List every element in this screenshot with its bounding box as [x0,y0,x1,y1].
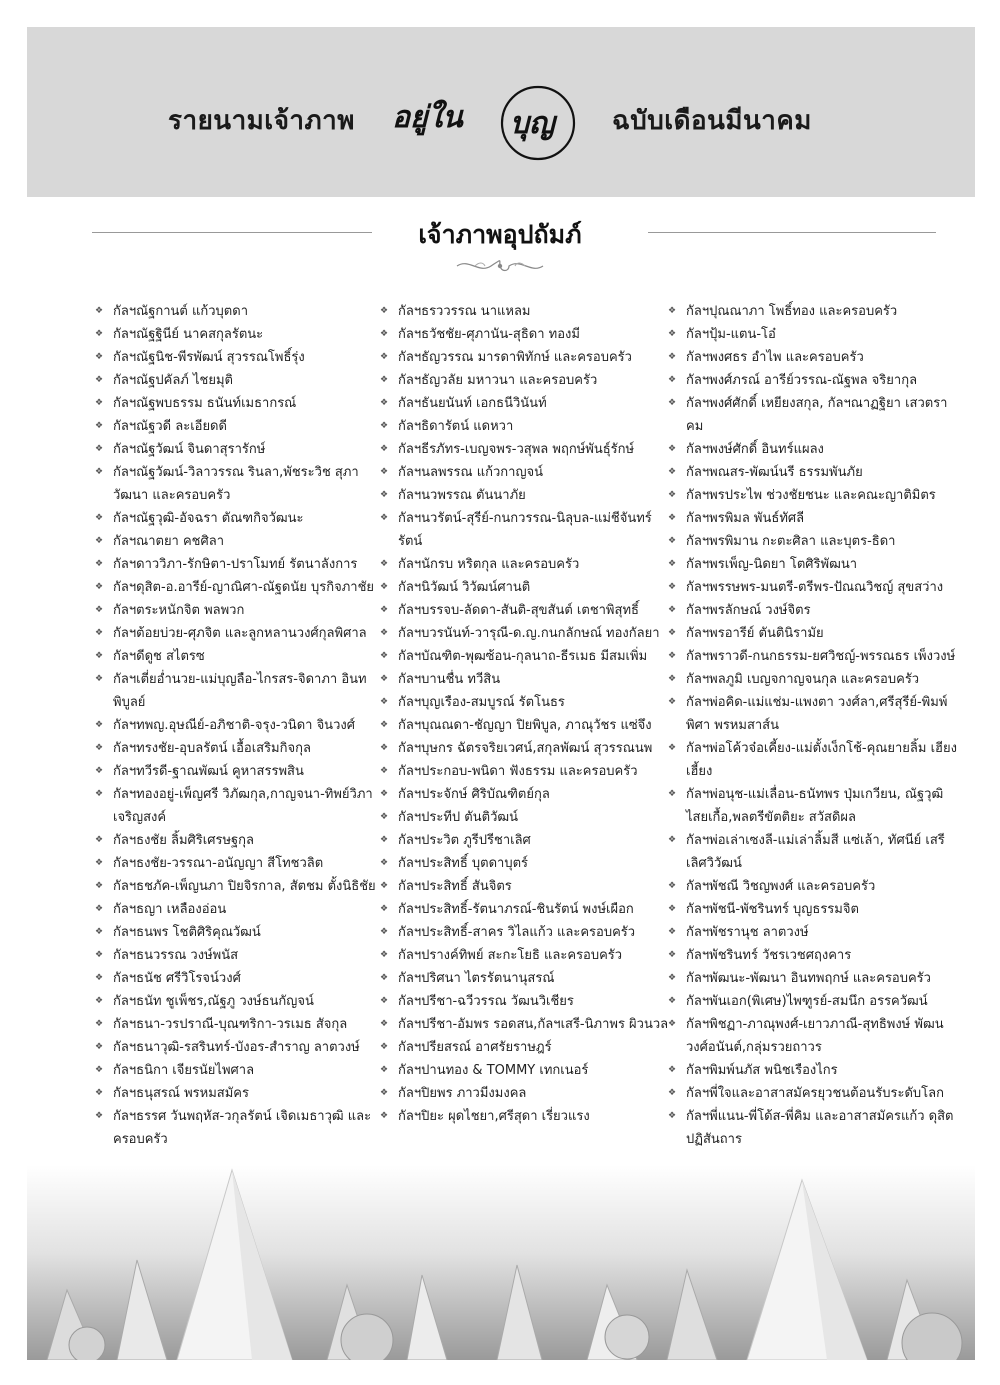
donor-list-item: ❖ กัลฯปรีชา-ฉวีวรรณ วัฒนวิเชียร [380,990,670,1013]
donor-list-item: ❖ กัลฯปรีชา-อัมพร รอดสน,กัลฯเสรี-นิภาพร ผิวนวล [380,1013,670,1036]
donor-list-item: ❖ กัลฯธนา-วรปราณี-บุณฑริกา-วรเมธ สัจกุล [95,1013,385,1036]
donor-list-item: ❖ กัลฯปุณณาภา โพธิ์ทอง และครอบครัว [668,300,958,323]
header-title-right: ฉบับเดือนมีนาคม [612,106,812,136]
donor-list-item: ❖ กัลฯบุณณดา-ชัญญา ปิยพิบูล, ภาณุวัชร แซ่จึง [380,714,670,737]
donor-list-item: ❖ กัลฯประสิทธิ์ บุตดาบุตร์ [380,852,670,875]
donor-list-item: ❖ กัลฯธรรศ วันพฤหัส-วกุลรัตน์ เจิดเมธาวุฒิ และครอบครัว [95,1105,385,1151]
donor-list-item: ❖ กัลฯนวรัตน์-สุรีย์-กนกวรรณ-นิลุบล-แม่ชีจันทร์รัตน์ [380,507,670,553]
donor-list-item: ❖ กัลฯณัฐนิช-พีรพัฒน์ สุวรรณโพธิ์รุ่ง [95,346,385,369]
donor-list-item: ❖ กัลฯพันเอก(พิเศษ)ไพฑูรย์-สมนึก อรรควัฒน์ [668,990,958,1013]
donor-list-item: ❖ กัลฯทองอยู่-เพ็ญศรี วิภัฒกุล,กาญจนา-ทิพย์วิภา เจริญสงค์ [95,783,385,829]
logo-text-right: บุญ [510,106,555,141]
donor-column-3 [668,300,958,1151]
flourish-ornament-icon [455,256,545,276]
donor-list-item: ❖ กัลฯนลพรรณ แก้วกาญจน์ [380,461,670,484]
section-title: เจ้าภาพอุปถัมภ์ [418,220,582,249]
donor-list-item: ❖ กัลฯพิชฏา-ภาณุพงศ์-เยาวภาณี-สุทธิพงษ์ พัฒนวงศ์อนันต์,กลุ่มรวยถาวร [668,1013,958,1059]
donor-list-item: ❖ กัลฯพงศธร อำไพ และครอบครัว [668,346,958,369]
donor-list-item: ❖ กัลฯบัณฑิต-พุฒซ้อน-กุลนาถ-ธีรเมธ มีสมเพิ่ม [380,645,670,668]
donor-list-item: ❖ กัลฯดีดูช สไตรซ [95,645,385,668]
donor-list-item: ❖ กัลฯประวิต ภูรีปรีชาเลิศ [380,829,670,852]
donor-list-item: ❖ กัลฯพรรษพร-มนตรี-ตรีพร-ปัณณวิชญ์ สุขสว่าง [668,576,958,599]
donor-list-item: ❖ กัลฯพ่อโค้วจ๋อเคี้ยง-แม่ตั้งเง็กโช้-คุณยายลิ้ม เฮียงเฮี้ยง [668,737,958,783]
donor-list-item: ❖ กัลฯพรพิมล พันธ์ทัศลี [668,507,958,530]
donor-list-item: ❖ กัลฯธันยนันท์ เอกธนีวินันท์ [380,392,670,415]
donor-list-item: ❖ กัลฯบรรจบ-ลัดดา-สันติ-สุขสันต์ เตชาพิสุทธิ์ [380,599,670,622]
donor-list-item: ❖ กัลฯประทีป ตันติวัฒน์ [380,806,670,829]
donor-list-item: ❖ กัลฯประสิทธิ์ สันจิตร [380,875,670,898]
donor-list-item: ❖ กัลฯธนุสรณ์ พรหมสมัคร [95,1082,385,1105]
donor-list-item: ❖ กัลฯปุ้ม-แตน-โอ๋ [668,323,958,346]
donor-list-item: ❖ กัลฯธรววรรณ นาแหลม [380,300,670,323]
donor-list-item: ❖ กัลฯพ่อเล่าเซงลี-แม่เล่าลิ้มสี แซ่เล้า, ทัศนีย์ เสรีเลิศวิวัฒน์ [668,829,958,875]
donor-list-item: ❖ กัลฯทพญ.อุษณีย์-อภิชาติ-จรุง-วนิดา จินวงศ์ [95,714,385,737]
donor-list-item: ❖ กัลฯณัฐวดี ละเอียดดี [95,415,385,438]
donor-list-item: ❖ กัลฯพรประไพ ช่วงชัยชนะ และคณะญาติมิตร [668,484,958,507]
donor-list-item: ❖ กัลฯธนัท ชูเพ็ชร,ณัฐภู วงษ์ธนกัญจน์ [95,990,385,1013]
donor-list-item: ❖ กัลฯเตี่ยอ่ำนวย-แม่บุญลือ-ไกรสร-จิดาภา อินทพิบูลย์ [95,668,385,714]
donor-list-item: ❖ กัลฯปรียสรณ์ อาศรัยราษฎร์ [380,1036,670,1059]
donor-list-item: ❖ กัลฯนิวัฒน์ วิวัฒน์ศานติ [380,576,670,599]
donor-list-item: ❖ กัลฯดุสิต-อ.อารีย์-ญาณิศา-ณัฐดนัย บุรกิจภาชัย [95,576,385,599]
logo-text-left: อยู่ใน [392,100,463,135]
donor-list-item: ❖ กัลฯธัญวรรณ มารดาพิทักษ์ และครอบครัว [380,346,670,369]
donor-list-item: ❖ กัลฯธงชัย ลิ้มศิริเศรษฐกุล [95,829,385,852]
donor-list-item: ❖ กัลฯทรงชัย-อุบลรัตน์ เอื้อเสริมกิจกุล [95,737,385,760]
magazine-logo [390,85,590,165]
header-title-left: รายนามเจ้าภาพ [168,106,355,136]
donor-list-item: ❖ กัลฯณาตยา คชศิลา [95,530,385,553]
donor-list-item: ❖ กัลฯธีรภัทร-เบญจพร-วสุพล พฤกษ์พันธุ์รักษ์ [380,438,670,461]
donor-list-item: ❖ กัลฯดาววิภา-รักษิตา-ปราโมทย์ รัตนาลังการ [95,553,385,576]
donor-list-item: ❖ กัลฯประกอบ-พนิดา ฟังธรรม และครอบครัว [380,760,670,783]
donor-list-item: ❖ กัลฯประจักษ์ ศิริบัณฑิตย์กุล [380,783,670,806]
donor-list-item: ❖ กัลฯพรอารีย์ ตันตินิรามัย [668,622,958,645]
donor-list-item: ❖ กัลฯณัฐฐินีย์ นาคสกุลรัตนะ [95,323,385,346]
donor-list-item: ❖ กัลฯปิยพร ภาวมีงมงคล [380,1082,670,1105]
donor-list-item: ❖ กัลฯพณสร-พัฒน์นรี ธรรมพันภัย [668,461,958,484]
donor-list-item: ❖ กัลฯธนพร โชติศิริคุณวัฒน์ [95,921,385,944]
donor-list-item: ❖ กัลฯพัฒนะ-พัฒนา อินทพฤกษ์ และครอบครัว [668,967,958,990]
donor-list-item: ❖ กัลฯพัชณี วิชญพงศ์ และครอบครัว [668,875,958,898]
donor-list-item: ❖ กัลฯพ่อนุช-แม่เลื่อน-ธนัทพร ปุ่มเกวียน, ณัฐวุฒิ ไสยเกื้อ,พลตรีขัตติยะ สวัสดิผล [668,783,958,829]
donor-list-item: ❖ กัลฯพงษ์ศักดิ์ อินทร์แผลง [668,438,958,461]
donor-list-item: ❖ กัลฯพัชนี-พัชรินทร์ บุญธรรมจิต [668,898,958,921]
donor-list-item: ❖ กัลฯณัฐวัฒน์-วิลาวรรณ รินลา,พัชระวิช สุภาวัฒนา และครอบครัว [95,461,385,507]
donor-list-item: ❖ กัลฯพ่อคิด-แม่แช่ม-แพงตา วงศ์ลา,ศรีสุรีย์-พิมพ์พิศา พรหมสาส์น [668,691,958,737]
title-rule-right [648,232,936,233]
donor-list-item: ❖ กัลฯธิดารัตน์ แดหวา [380,415,670,438]
donor-list-item: ❖ กัลฯปานทอง & TOMMY เทกเนอร์ [380,1059,670,1082]
donor-list-item: ❖ กัลฯบานชื่น ทวีสิน [380,668,670,691]
donor-list-item: ❖ กัลฯนวพรรณ ตันนาภัย [380,484,670,507]
donor-column-2 [380,300,670,1128]
donor-list-item: ❖ กัลฯธัญวลัย มหาวนา และครอบครัว [380,369,670,392]
donor-list-item: ❖ กัลฯพงศ์ศักดิ์ เหยียงสกุล, กัลฯณาฏฐิยา เสวตราคม [668,392,958,438]
donor-list-item: ❖ กัลฯธนาวุฒิ-รสรินทร์-บังอร-สำราญ ลาตวงษ์ [95,1036,385,1059]
donor-list-item: ❖ กัลฯธงชัย-วรรณา-อนัญญา สีโทชวลิต [95,852,385,875]
donor-list-item: ❖ กัลฯบวรนันท์-วารุณี-ด.ญ.กนกลักษณ์ ทองกัลยา [380,622,670,645]
donor-list-item: ❖ กัลฯปิยะ ผุดไชยา,ศรีสุดา เรี่ยวแรง [380,1105,670,1128]
donor-list-item: ❖ กัลฯบุษกร ฉัตรจริยเวศน์,สกุลพัฒน์ สุวรรณนพ [380,737,670,760]
donor-list-item: ❖ กัลฯพัชรินทร์ วัชรเวชศฤงคาร [668,944,958,967]
donor-list-item: ❖ กัลฯพรเพ็ญ-นิดยา โตศิริพัฒนา [668,553,958,576]
donor-list-item: ❖ กัลฯพราวดี-กนกธรรม-ยศวิชญ์-พรรณธร เพ็งวงษ์ [668,645,958,668]
donor-list-item: ❖ กัลฯณัฐปคัลภ์ ไชยมุติ [95,369,385,392]
donor-list-item: ❖ กัลฯพงศ์ภรณ์ อารีย์วรรณ-ณัฐพล จริยากุล [668,369,958,392]
donor-list-item: ❖ กัลฯทวีรดี-ฐาณพัฒน์ คูหาสรรพสิน [95,760,385,783]
donor-list-item: ❖ กัลฯพัชรานุช ลาตวงษ์ [668,921,958,944]
crystal-landscape-decoration [27,1165,975,1360]
donor-list-item: ❖ กัลฯพลภูมิ เบญจกาญจนกุล และครอบครัว [668,668,958,691]
donor-list-item: ❖ กัลฯพรพิมาน กะตะศิลา และบุตร-ธิดา [668,530,958,553]
donor-column-1 [95,300,385,1151]
donor-list-item: ❖ กัลฯบุญเรือง-สมบูรณ์ รัตโนธร [380,691,670,714]
donor-list-item: ❖ กัลฯปรางค์ทิพย์ สะกะโยธิ และครอบครัว [380,944,670,967]
donor-list-item: ❖ กัลฯธนัช ศรีวิโรจน์วงศ์ [95,967,385,990]
donor-list-item: ❖ กัลฯธญา เหลืองอ่อน [95,898,385,921]
donor-list-item: ❖ กัลฯธนวรรณ วงษ์พนัส [95,944,385,967]
donor-list-item: ❖ กัลฯต้อยบ่วย-ศุภจิต และลูกหลานวงศ์กุลพิศาล [95,622,385,645]
donor-list-item: ❖ กัลฯนักรบ หริตกุล และครอบครัว [380,553,670,576]
donor-list-item: ❖ กัลฯพิมพ์นภัส พนิชเรืองไกร [668,1059,958,1082]
donor-list-item: ❖ กัลฯธวัชชัย-ศุภานัน-สุธิดา ทองมี [380,323,670,346]
donor-list-item: ❖ กัลฯพี่ใจและอาสาสมัครยุวชนต้อนรับระดับโลก [668,1082,958,1105]
donor-list-item: ❖ กัลฯณัฐวัฒน์ จินดาสุรารักษ์ [95,438,385,461]
donor-list-item: ❖ กัลฯธชภัค-เพ็ญนภา ปิยจิรกาล, สัตชม ตั้งนิธิชัย [95,875,385,898]
donor-list-item: ❖ กัลฯธนิกา เจียรนัยไพศาล [95,1059,385,1082]
donor-list-item: ❖ กัลฯณัฐพบธรรม ธนันท์เมธากรณ์ [95,392,385,415]
donor-list-item: ❖ กัลฯณัฐกานต์ แก้วบุตดา [95,300,385,323]
donor-list-item: ❖ กัลฯประสิทธิ์-สาคร วิไลแก้ว และครอบครัว [380,921,670,944]
donor-list-item: ❖ กัลฯประสิทธิ์-รัตนาภรณ์-ชินรัตน์ พงษ์เผือก [380,898,670,921]
donor-list-item: ❖ กัลฯตระหนักจิต พลพวก [95,599,385,622]
donor-list-item: ❖ กัลฯณัฐวุฒิ-อัจฉรา ตัณฑกิจวัฒนะ [95,507,385,530]
donor-list-item: ❖ กัลฯปริศนา ไตรรัตนานุสรณ์ [380,967,670,990]
donor-list-item: ❖ กัลฯพี่แนน-พี่โด้ส-พี่คิม และอาสาสมัครแก้ว ดุสิตปฏิสันถาร [668,1105,958,1151]
donor-list-item: ❖ กัลฯพรลักษณ์ วงษ์จิตร [668,599,958,622]
